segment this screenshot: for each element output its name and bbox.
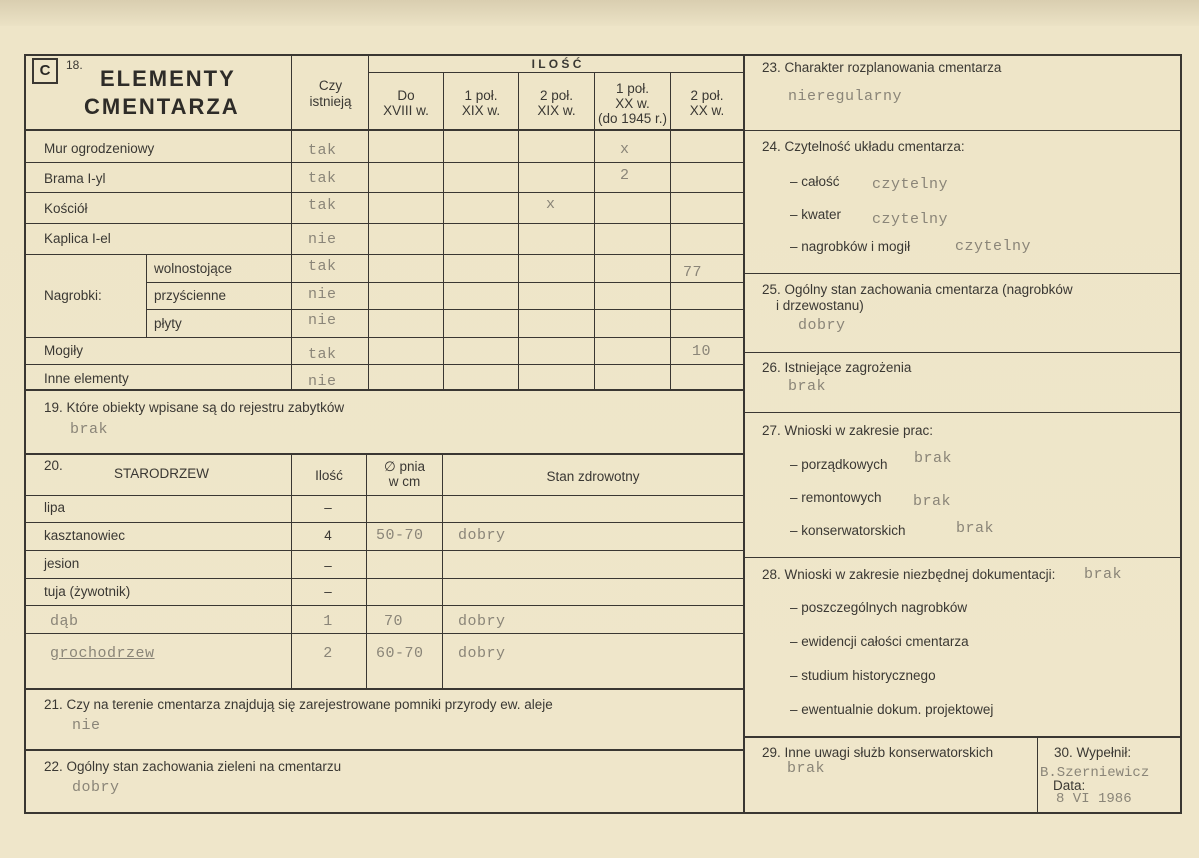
q24-item-value: czytelny	[955, 238, 1032, 255]
q19-label: 19. Które obiekty wpisane są do rejestru zabytków	[44, 400, 345, 415]
q28-label: 28. Wnioski w zakresie niezbędnej dokumentacji:	[762, 567, 1056, 582]
q27-item-value: brak	[913, 493, 952, 510]
q21-answer: nie	[72, 717, 101, 734]
q30-data-label: Data:	[1053, 778, 1086, 793]
q28-item: – studium historycznego	[790, 668, 936, 683]
val-kosciol-xix2: x	[546, 196, 556, 213]
q27-item-value: brak	[956, 520, 995, 537]
tree-pnia: 70	[384, 613, 404, 630]
q23-label: 23. Charakter rozplanowania cmentarza	[762, 60, 1002, 75]
tree-stan: dobry	[458, 527, 506, 544]
q20-number: 20.	[44, 458, 63, 473]
q19-answer: brak	[70, 421, 109, 438]
period-col-4: 1 poł. XX w. (do 1945 r.)	[597, 81, 668, 126]
val-wolnostojace-xx2: 77	[683, 264, 703, 281]
q20-col-ilosc: Ilość	[315, 468, 343, 483]
q27-label: 27. Wnioski w zakresie prac:	[762, 423, 934, 438]
q27-item-label: – porządkowych	[790, 457, 888, 472]
q23-answer: nieregularny	[788, 88, 903, 105]
czy-brama: tak	[308, 170, 337, 187]
tree-stan: dobry	[458, 645, 506, 662]
val-mogily-xx2: 10	[692, 343, 712, 360]
q30-name: B.Szerniewicz	[1040, 765, 1150, 781]
row-label-inne: Inne elementy	[44, 371, 129, 386]
tree-ilosc: –	[324, 584, 332, 599]
q24-item-label: – całość	[790, 174, 840, 189]
row-label-wolnostojace: wolnostojące	[154, 261, 233, 276]
row-label-plyty: płyty	[154, 316, 182, 331]
row-label-przyscienne: przyścienne	[154, 288, 227, 303]
row-label-mogily: Mogiły	[44, 343, 84, 358]
q24-item-value: czytelny	[872, 211, 949, 228]
q28-answer: brak	[1084, 566, 1123, 583]
q22-answer: dobry	[72, 779, 120, 796]
section-18-title-line2: CMENTARZA	[84, 94, 240, 119]
q30-label: 30. Wypełnił:	[1054, 745, 1132, 760]
period-col-3: 2 poł. XIX w.	[537, 88, 576, 118]
tree-pnia: 60-70	[376, 645, 424, 662]
q29-answer: brak	[787, 760, 826, 777]
q26-label: 26. Istniejące zagrożenia	[762, 360, 912, 375]
tree-ilosc: –	[324, 500, 332, 515]
czy-mur: tak	[308, 142, 337, 159]
tree-name: grochodrzew	[50, 645, 155, 662]
czy-kosciol: tak	[308, 197, 337, 214]
czy-plyty: nie	[308, 312, 337, 329]
tree-stan: dobry	[458, 613, 506, 630]
ilosc-header: I L O Ś Ć	[531, 57, 582, 71]
q24-item-label: – nagrobków i mogił	[790, 239, 911, 254]
q25-label-line2: i drzewostanu)	[776, 298, 864, 313]
q28-item: – ewidencji całości cmentarza	[790, 634, 969, 649]
tree-name: kasztanowiec	[44, 528, 126, 543]
q21-label: 21. Czy na terenie cmentarza znajdują się zarejestrowane pomniki przyrody ew. aleje	[44, 697, 553, 712]
q27-item-value: brak	[914, 450, 953, 467]
q30-date: 8 VI 1986	[1056, 791, 1132, 807]
tree-ilosc: 2	[323, 645, 333, 662]
row-label-brama: Brama I-yl	[44, 171, 106, 186]
row-label-mur: Mur ogrodzeniowy	[44, 141, 155, 156]
period-col-1: Do XVIII w.	[383, 88, 429, 118]
q24-item-label: – kwater	[790, 207, 842, 222]
q24-label: 24. Czytelność układu cmentarza:	[762, 139, 965, 154]
czy-kaplica: nie	[308, 231, 337, 248]
q20-col-pnia: ∅ pnia w cm	[383, 459, 426, 489]
tree-name: tuja (żywotnik)	[44, 584, 131, 599]
period-col-2: 1 poł. XIX w.	[461, 88, 501, 118]
q20-title: STARODRZEW	[114, 466, 209, 481]
period-col-5: 2 poł. XX w.	[689, 88, 725, 118]
tree-name: jesion	[44, 556, 80, 571]
q27-item-label: – konserwatorskich	[790, 523, 906, 538]
q29-label: 29. Inne uwagi służb konserwatorskich	[762, 745, 994, 760]
czy-mogily: tak	[308, 346, 337, 363]
tree-name: lipa	[44, 500, 66, 515]
q26-answer: brak	[788, 378, 827, 395]
czy-wolnostojace: tak	[308, 258, 337, 275]
col-czy-istnieja: Czy istnieją	[309, 78, 352, 109]
tree-ilosc: 1	[323, 613, 333, 630]
q25-answer: dobry	[798, 317, 846, 334]
val-mur-xx1: x	[620, 141, 630, 158]
tree-ilosc: –	[324, 558, 332, 573]
czy-przyscienne: nie	[308, 286, 337, 303]
tree-ilosc: 4	[324, 528, 332, 543]
section-18-title-line1: ELEMENTY	[100, 66, 236, 91]
section-18-number: 18.	[66, 58, 83, 72]
q24-item-value: czytelny	[872, 176, 949, 193]
row-label-kosciol: Kościół	[44, 201, 88, 216]
tree-name: dąb	[50, 613, 79, 630]
row-label-kaplica: Kaplica I-el	[44, 231, 111, 246]
q20-col-stan: Stan zdrowotny	[546, 469, 640, 484]
val-brama-xx1: 2	[620, 167, 630, 184]
section-c-box: C	[32, 58, 58, 84]
q28-item: – poszczególnych nagrobków	[790, 600, 968, 615]
q22-label: 22. Ogólny stan zachowania zieleni na cmentarzu	[44, 759, 342, 774]
q25-label-line1: 25. Ogólny stan zachowania cmentarza (nagrobków	[762, 282, 1073, 297]
czy-inne: nie	[308, 373, 337, 390]
q28-item: – ewentualnie dokum. projektowej	[790, 702, 994, 717]
q27-item-label: – remontowych	[790, 490, 882, 505]
tree-pnia: 50-70	[376, 527, 424, 544]
nagrobki-label: Nagrobki:	[44, 288, 102, 303]
card-top-edge	[0, 0, 1199, 26]
